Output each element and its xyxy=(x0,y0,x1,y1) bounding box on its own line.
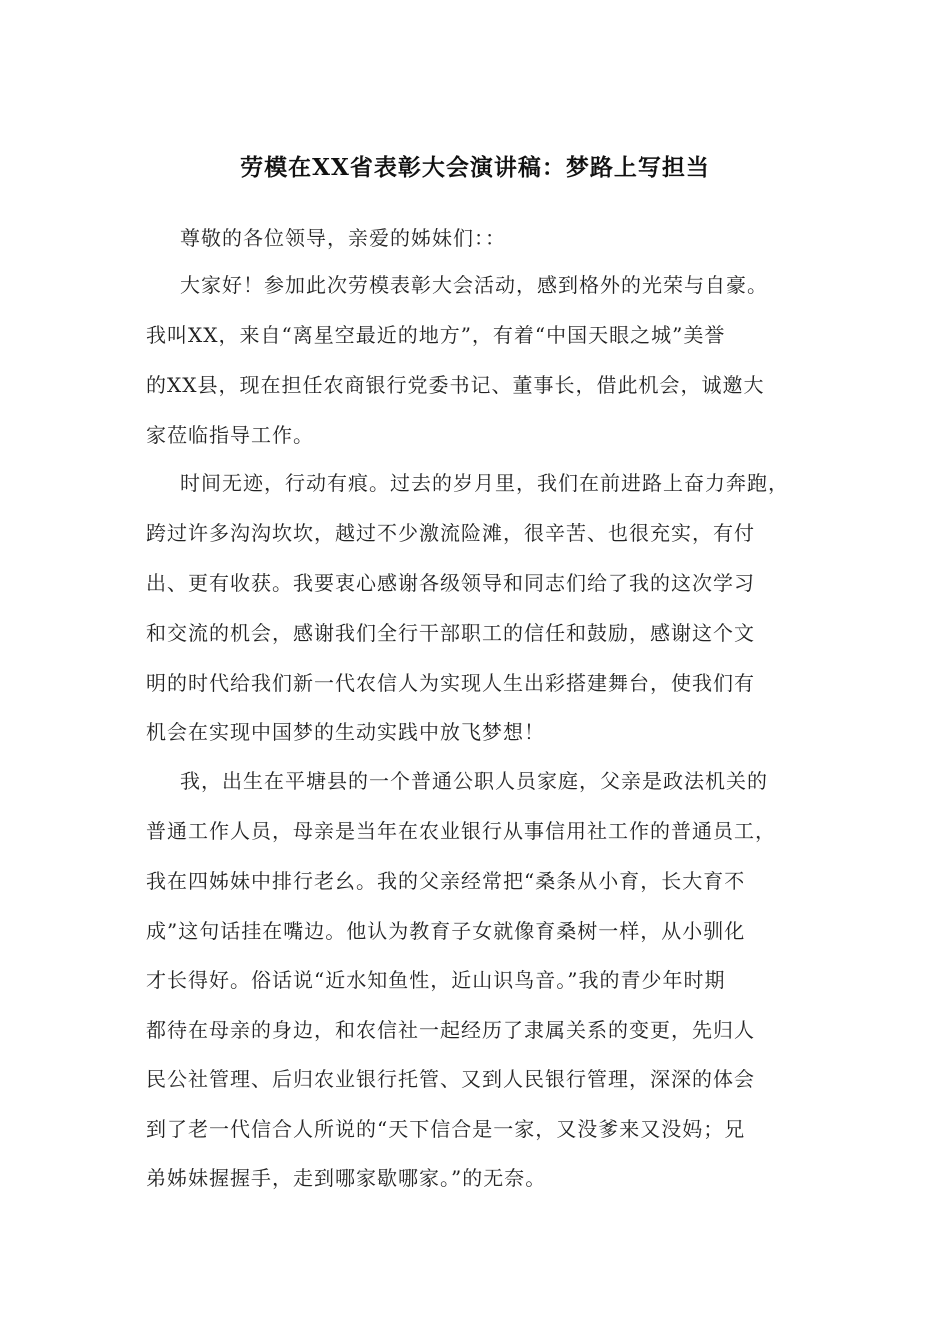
paragraph-line: 跨过许多沟沟坎坎，越过不少激流险滩，很辛苦、也很充实，有付 xyxy=(146,521,755,545)
paragraph-line: 机会在实现中国梦的生动实践中放飞梦想！ xyxy=(146,720,545,744)
paragraph-line: 到了老一代信合人所说的“天下信合是一家，又没爹来又没妈；兄 xyxy=(146,1117,746,1141)
paragraph-line: 弟姊妹握握手，走到哪家歇哪家。”的无奈。 xyxy=(146,1166,547,1190)
paragraph-line: 普通工作人员，母亲是当年在农业银行从事信用社工作的普通员工， xyxy=(146,819,776,843)
paragraph-line: 和交流的机会，感谢我们全行干部职工的信任和鼓励，感谢这个文 xyxy=(146,621,755,645)
paragraph-line: 民公社管理、后归农业银行托管、又到人民银行管理，深深的体会 xyxy=(146,1067,755,1091)
salutation-line: 尊敬的各位领导，亲爱的姊妹们：： xyxy=(180,226,506,250)
paragraph-line: 家莅临指导工作。 xyxy=(146,423,314,447)
paragraph-line: 才长得好。俗话说“近水知鱼性，近山识鸟音。”我的青少年时期 xyxy=(146,968,726,992)
paragraph-line: 成”这句话挂在嘴边。他认为教育子女就像育桑树一样，从小驯化 xyxy=(146,919,746,943)
paragraph-line: 大家好！参加此次劳模表彰大会活动，感到格外的光荣与自豪。 xyxy=(180,273,768,297)
paragraph-line: 我在四姊妹中排行老幺。我的父亲经常把“桑条从小育，长大育不 xyxy=(146,869,746,893)
paragraph-line: 的XX县，现在担任农商银行党委书记、董事长，借此机会，诚邀大 xyxy=(146,373,765,397)
paragraph-line: 出、更有收获。我要衷心感谢各级领导和同志们给了我的这次学习 xyxy=(146,571,755,595)
document-title: 劳模在XX省表彰大会演讲稿：梦路上写担当 xyxy=(240,154,710,181)
paragraph-line: 我，出生在平塘县的一个普通公职人员家庭，父亲是政法机关的 xyxy=(180,769,768,793)
paragraph-line: 时间无迹，行动有痕。过去的岁月里，我们在前进路上奋力奔跑， xyxy=(180,471,789,495)
paragraph-line: 我叫XX，来自“离星空最近的地方”，有着“中国天眼之城”美誉 xyxy=(146,323,726,347)
paragraph-line: 都待在母亲的身边，和农信社一起经历了隶属关系的变更，先归人 xyxy=(146,1018,755,1042)
paragraph-line: 明的时代给我们新一代农信人为实现人生出彩搭建舞台，使我们有 xyxy=(146,671,755,695)
